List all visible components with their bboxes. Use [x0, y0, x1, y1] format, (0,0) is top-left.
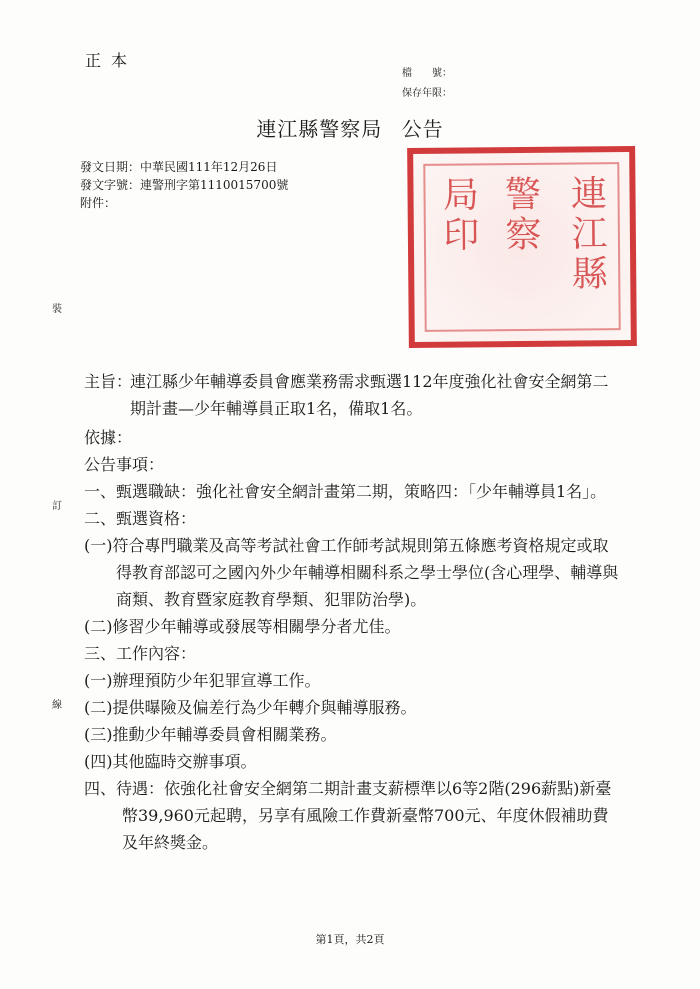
attachment: 附件： [80, 196, 117, 210]
seal-char-column: 警察 [499, 174, 542, 256]
file-number-label: 檔 號： [402, 68, 452, 79]
binding-mark: 線 [52, 700, 62, 711]
binding-mark: 訂 [52, 501, 62, 512]
item-4: 四、待遇：依強化社會安全網第二期計畫支薪標準以6等2階(296薪點)新臺幣39,960元起聘，另享有風險工作費新臺幣700元、年度休假補助費及年終獎金。 [84, 779, 612, 852]
document-meta [80, 158, 288, 212]
seal-char-column: 連江縣 [565, 174, 608, 295]
copy-mark: 正本 [85, 51, 138, 70]
official-seal-stamp [407, 146, 637, 348]
subject-label: 主旨： [84, 372, 133, 391]
subject-text: 連江縣少年輔導委員會應業務需求甄選112年度強化社會安全網第二期計畫—少年輔導員正取1名，備取1名。 [130, 372, 609, 418]
document-type: 公告 [401, 117, 444, 141]
file-info [392, 64, 452, 104]
announcement-body [84, 368, 624, 856]
item-2-2: (二)修習少年輔導或發展等相關學分者尤佳。 [84, 617, 401, 636]
basis-label: 依據： [84, 428, 133, 447]
item-3-3: (三)推動少年輔導委員會相關業務。 [84, 725, 337, 744]
item-3: 三、工作內容： [84, 644, 197, 663]
page-number: 第1頁，共2頁 [315, 933, 385, 946]
announcement-items-label: 公告事項： [84, 455, 165, 474]
item-1: 一、甄選職缺：強化社會安全網計畫第二期，策略四：「少年輔導員1名」。 [84, 482, 607, 501]
document-number: 發文字號：連警刑字第1110015700號 [80, 178, 289, 192]
retention-label: 保存年限： [402, 88, 452, 99]
item-3-2: (二)提供曝險及偏差行為少年轉介與輔導服務。 [84, 698, 417, 717]
issue-date: 發文日期：中華民國111年12月26日 [80, 160, 278, 174]
document-title [0, 113, 700, 142]
item-2: 二、甄選資格： [84, 509, 197, 528]
seal-char-column: 局印 [437, 175, 480, 256]
item-2-1: (一)符合專門職業及高等考試社會工作師考試規則第五條應考資格規定或取得教育部認可之國內外少年輔導相關科系之學士學位(含心理學、輔導與商類、教育暨家庭教育學類、犯罪防治學)。 [84, 536, 619, 609]
subject-row [84, 368, 624, 422]
item-3-4: (四)其他臨時交辦事項。 [84, 752, 257, 771]
agency-name: 連江縣警察局 [256, 117, 383, 141]
item-3-1: (一)辦理預防少年犯罪宣導工作。 [84, 671, 321, 690]
binding-mark: 裝 [52, 304, 62, 315]
